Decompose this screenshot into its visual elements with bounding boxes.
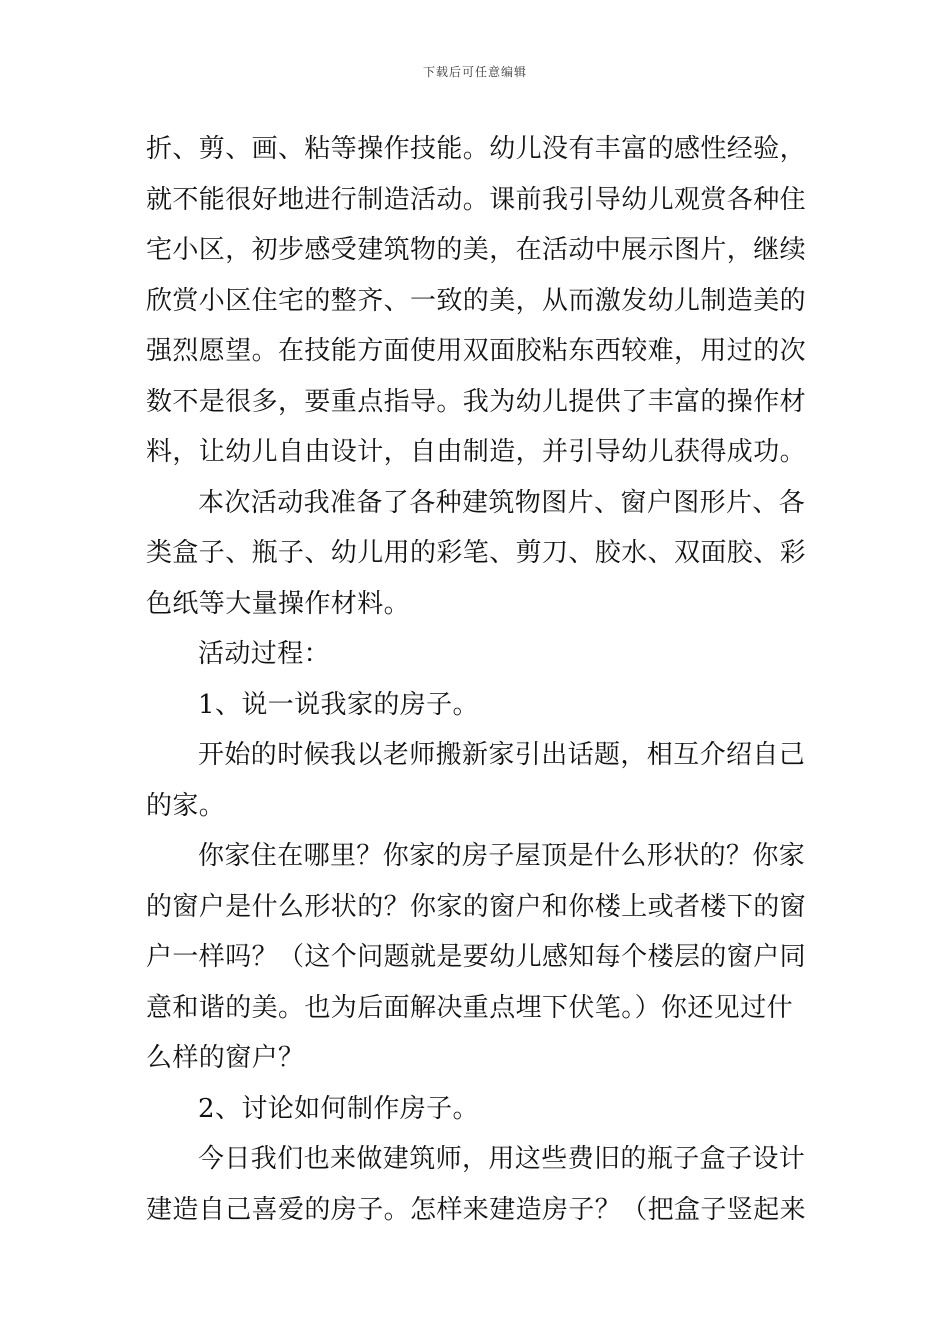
text-line: 建造自己喜爱的房子。怎样来建造房子？（把盒子竖起来 [146, 1194, 807, 1225]
text-line: 本次活动我准备了各种建筑物图片、窗户图形片、各 [198, 487, 806, 518]
text-line: 活动过程： [198, 639, 331, 669]
document-body [146, 124, 810, 1235]
text-line: 料，让幼儿自由设计，自由制造，并引导幼儿获得成功。 [146, 437, 807, 467]
text-line: 色纸等大量操作材料。 [146, 588, 411, 619]
text-line: 你家住在哪里？你家的房子屋顶是什么形状的？你家 [198, 841, 806, 871]
text-line: 1、说一说我家的房子。 [198, 689, 479, 720]
text-line: 欣赏小区住宅的整齐、一致的美，从而激发幼儿制造美的 [146, 285, 807, 316]
text-line: 的家。 [146, 790, 226, 821]
text-line: 户一样吗？（这个问题就是要幼儿感知每个楼层的窗户同 [146, 942, 807, 972]
text-line: 类盒子、瓶子、幼儿用的彩笔、剪刀、胶水、双面胶、彩 [146, 538, 807, 568]
text-line: 折、剪、画、粘等操作技能。幼儿没有丰富的感性经验， [146, 134, 807, 164]
text-line: 意和谐的美。也为后面解决重点埋下伏笔。）你还见过什 [146, 992, 794, 1023]
text-line: 强烈愿望。在技能方面使用双面胶粘东西较难，用过的次 [146, 336, 807, 366]
text-line: 就不能很好地进行制造活动。课前我引导幼儿观赏各种住 [146, 184, 807, 215]
text-line: 的窗户是什么形状的？你家的窗户和你楼上或者楼下的窗 [146, 891, 807, 922]
text-line: 宅小区，初步感受建筑物的美，在活动中展示图片，继续 [146, 235, 807, 265]
text-line: 今日我们也来做建筑师，用这些费旧的瓶子盒子设计 [198, 1144, 806, 1174]
page-header-note: 下载后可任意编辑 [422, 65, 527, 79]
text-line: 数不是很多，要重点指导。我为幼儿提供了丰富的操作材 [146, 386, 807, 417]
text-line: 2、讨论如何制作房子。 [198, 1093, 479, 1124]
text-line: 么样的窗户？ [146, 1043, 305, 1073]
text-line: 开始的时候我以老师搬新家引出话题，相互介绍自己 [198, 740, 806, 770]
